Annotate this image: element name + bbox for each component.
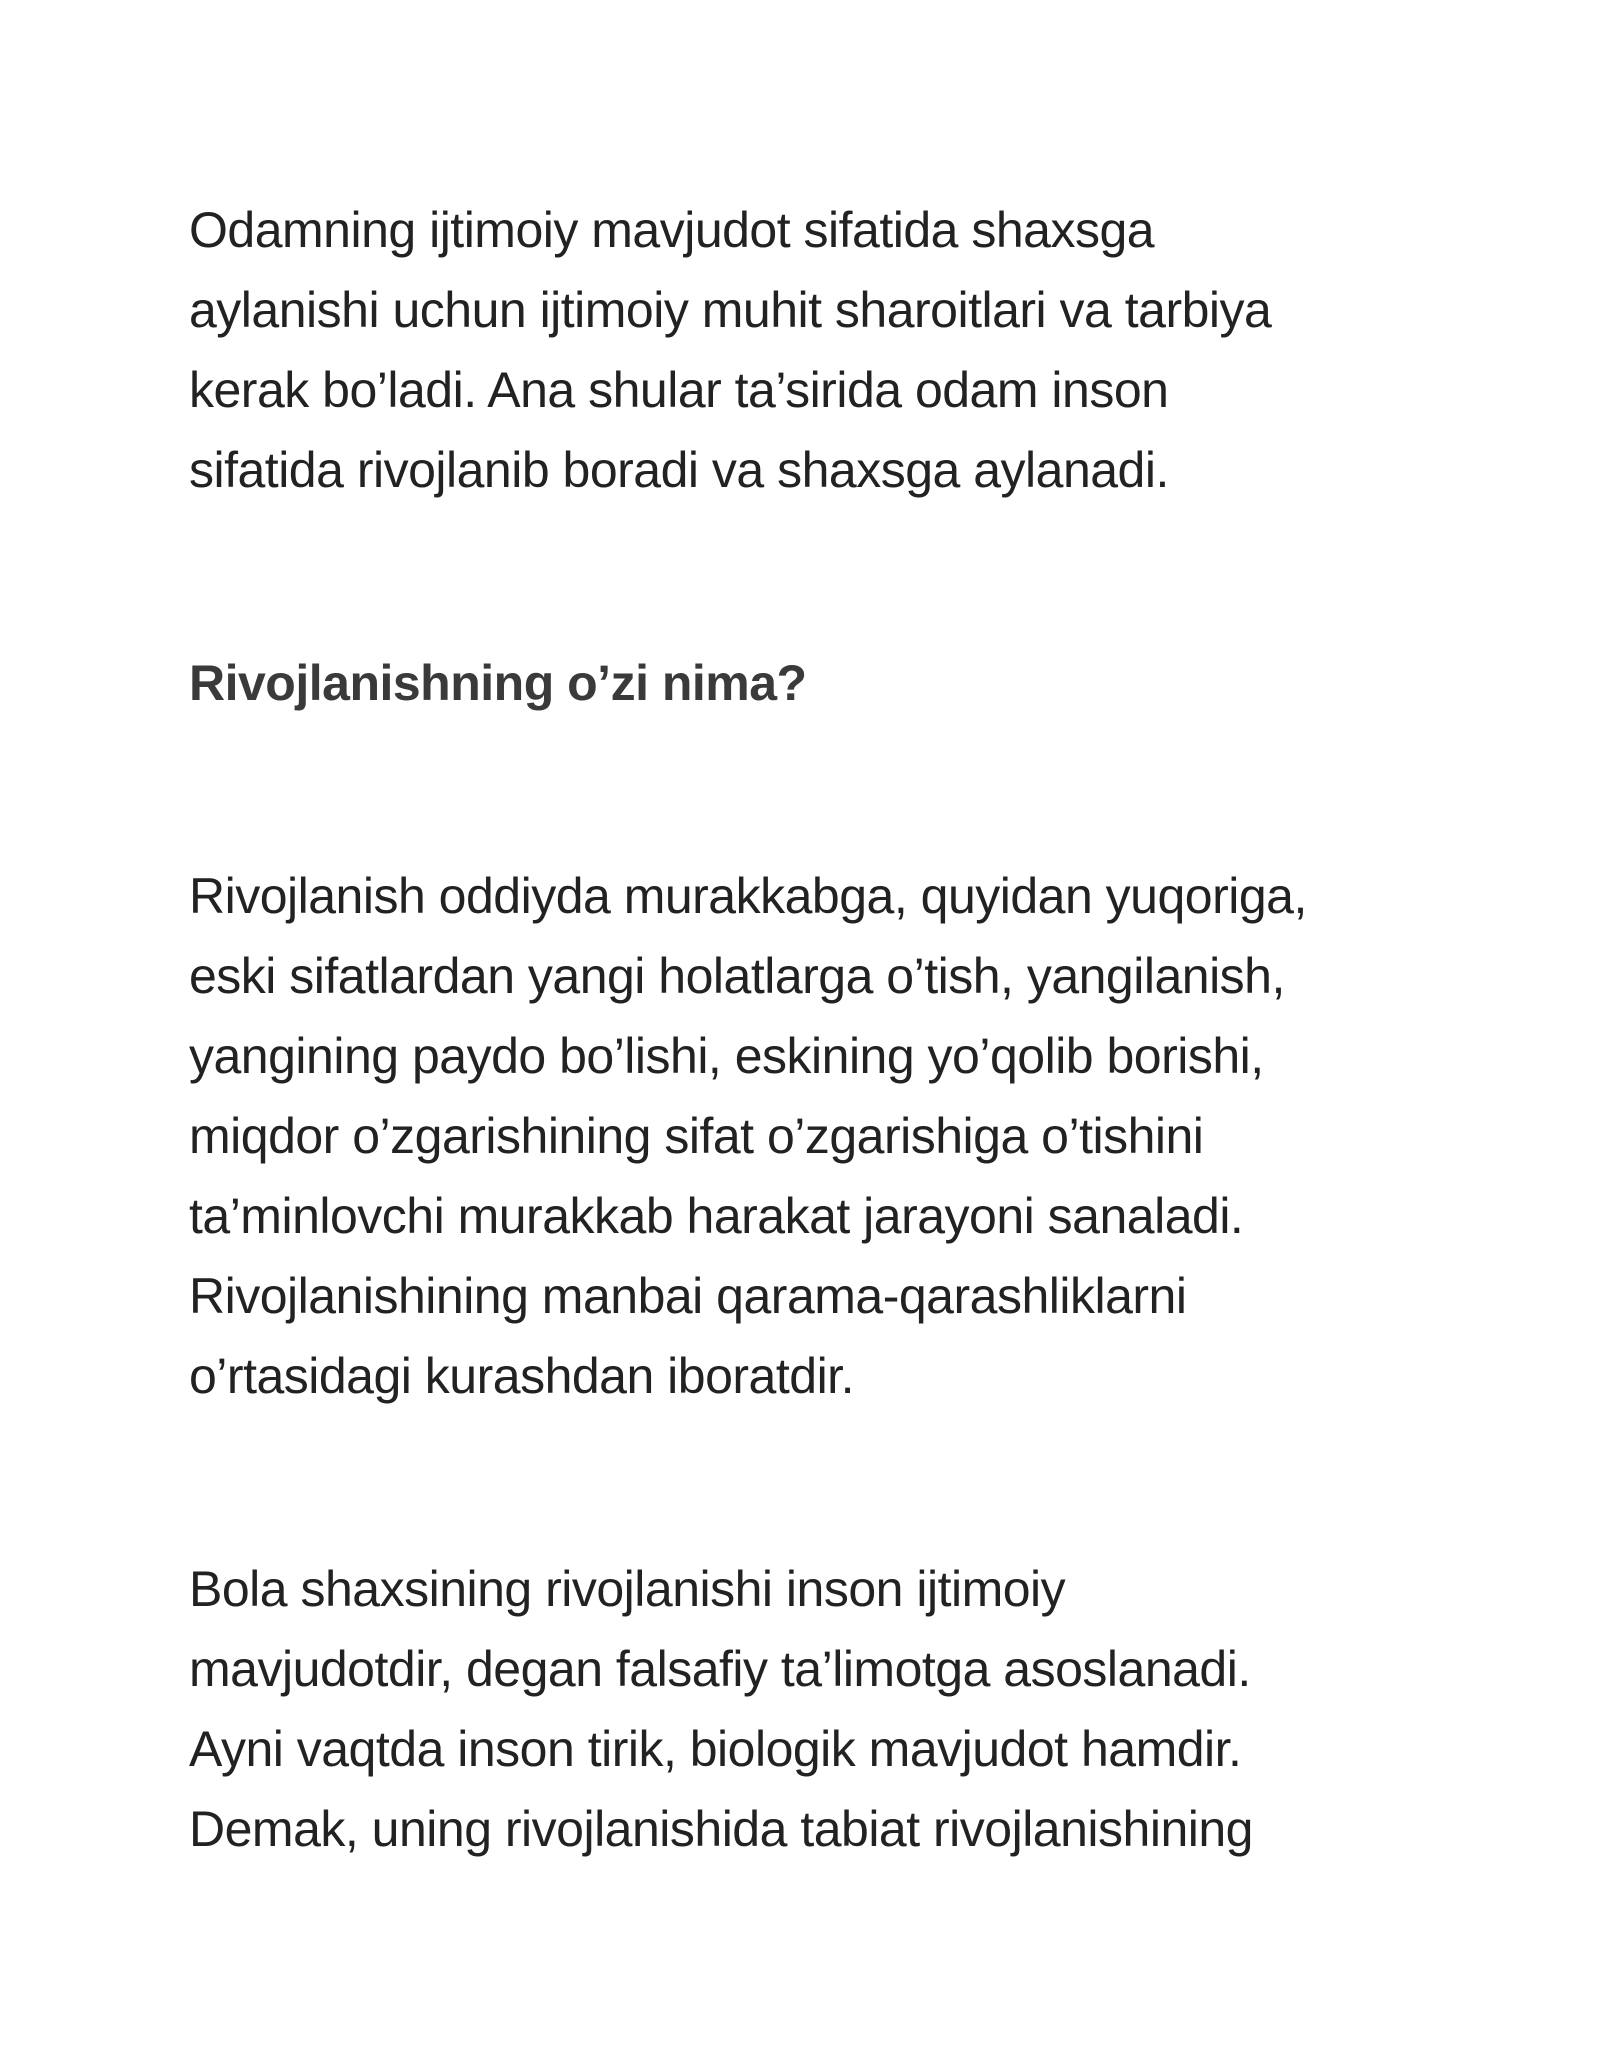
text-line: o’rtasidagi kurashdan iboratdir. — [189, 1348, 854, 1404]
text-line: miqdor o’zgarishining sifat o’zgarishiga o’tishini — [189, 1108, 1204, 1164]
text-line: Ayni vaqtda inson tirik, biologik mavjudot hamdir. — [189, 1721, 1242, 1777]
text-line: aylanishi uchun ijtimoiy muhit sharoitlari va tarbiya — [189, 282, 1272, 338]
heading-text: Rivojlanishning o’zi nima? — [189, 655, 807, 711]
text-line: Rivojlanish oddiyda murakkabga, quyidan yuqoriga, — [189, 868, 1307, 924]
text-line: Odamning ijtimoiy mavjudot sifatida shaxsga — [189, 202, 1155, 258]
paragraph — [189, 1549, 1449, 1869]
paragraph — [189, 190, 1449, 510]
text-line: sifatida rivojlanib boradi va shaxsga aylanadi. — [189, 442, 1169, 498]
text-line: mavjudotdir, degan falsafiy ta’limotga asoslanadi. — [189, 1641, 1251, 1697]
text-line: kerak bo’ladi. Ana shular ta’sirida odam inson — [189, 362, 1169, 418]
text-line: yangining paydo bo’lishi, eskining yo’qolib borishi, — [189, 1028, 1264, 1084]
section-heading — [189, 643, 1449, 723]
document-body — [189, 190, 1449, 1869]
text-line: Demak, uning rivojlanishida tabiat rivojlanishining — [189, 1801, 1253, 1857]
paragraph — [189, 856, 1449, 1416]
text-line: Rivojlanishining manbai qarama-qarashliklarni — [189, 1268, 1187, 1324]
text-line: ta’minlovchi murakkab harakat jarayoni sanaladi. — [189, 1188, 1244, 1244]
text-line: Bola shaxsining rivojlanishi inson ijtimoiy — [189, 1561, 1066, 1617]
text-line: eski sifatlardan yangi holatlarga o’tish, yangilanish, — [189, 948, 1285, 1004]
